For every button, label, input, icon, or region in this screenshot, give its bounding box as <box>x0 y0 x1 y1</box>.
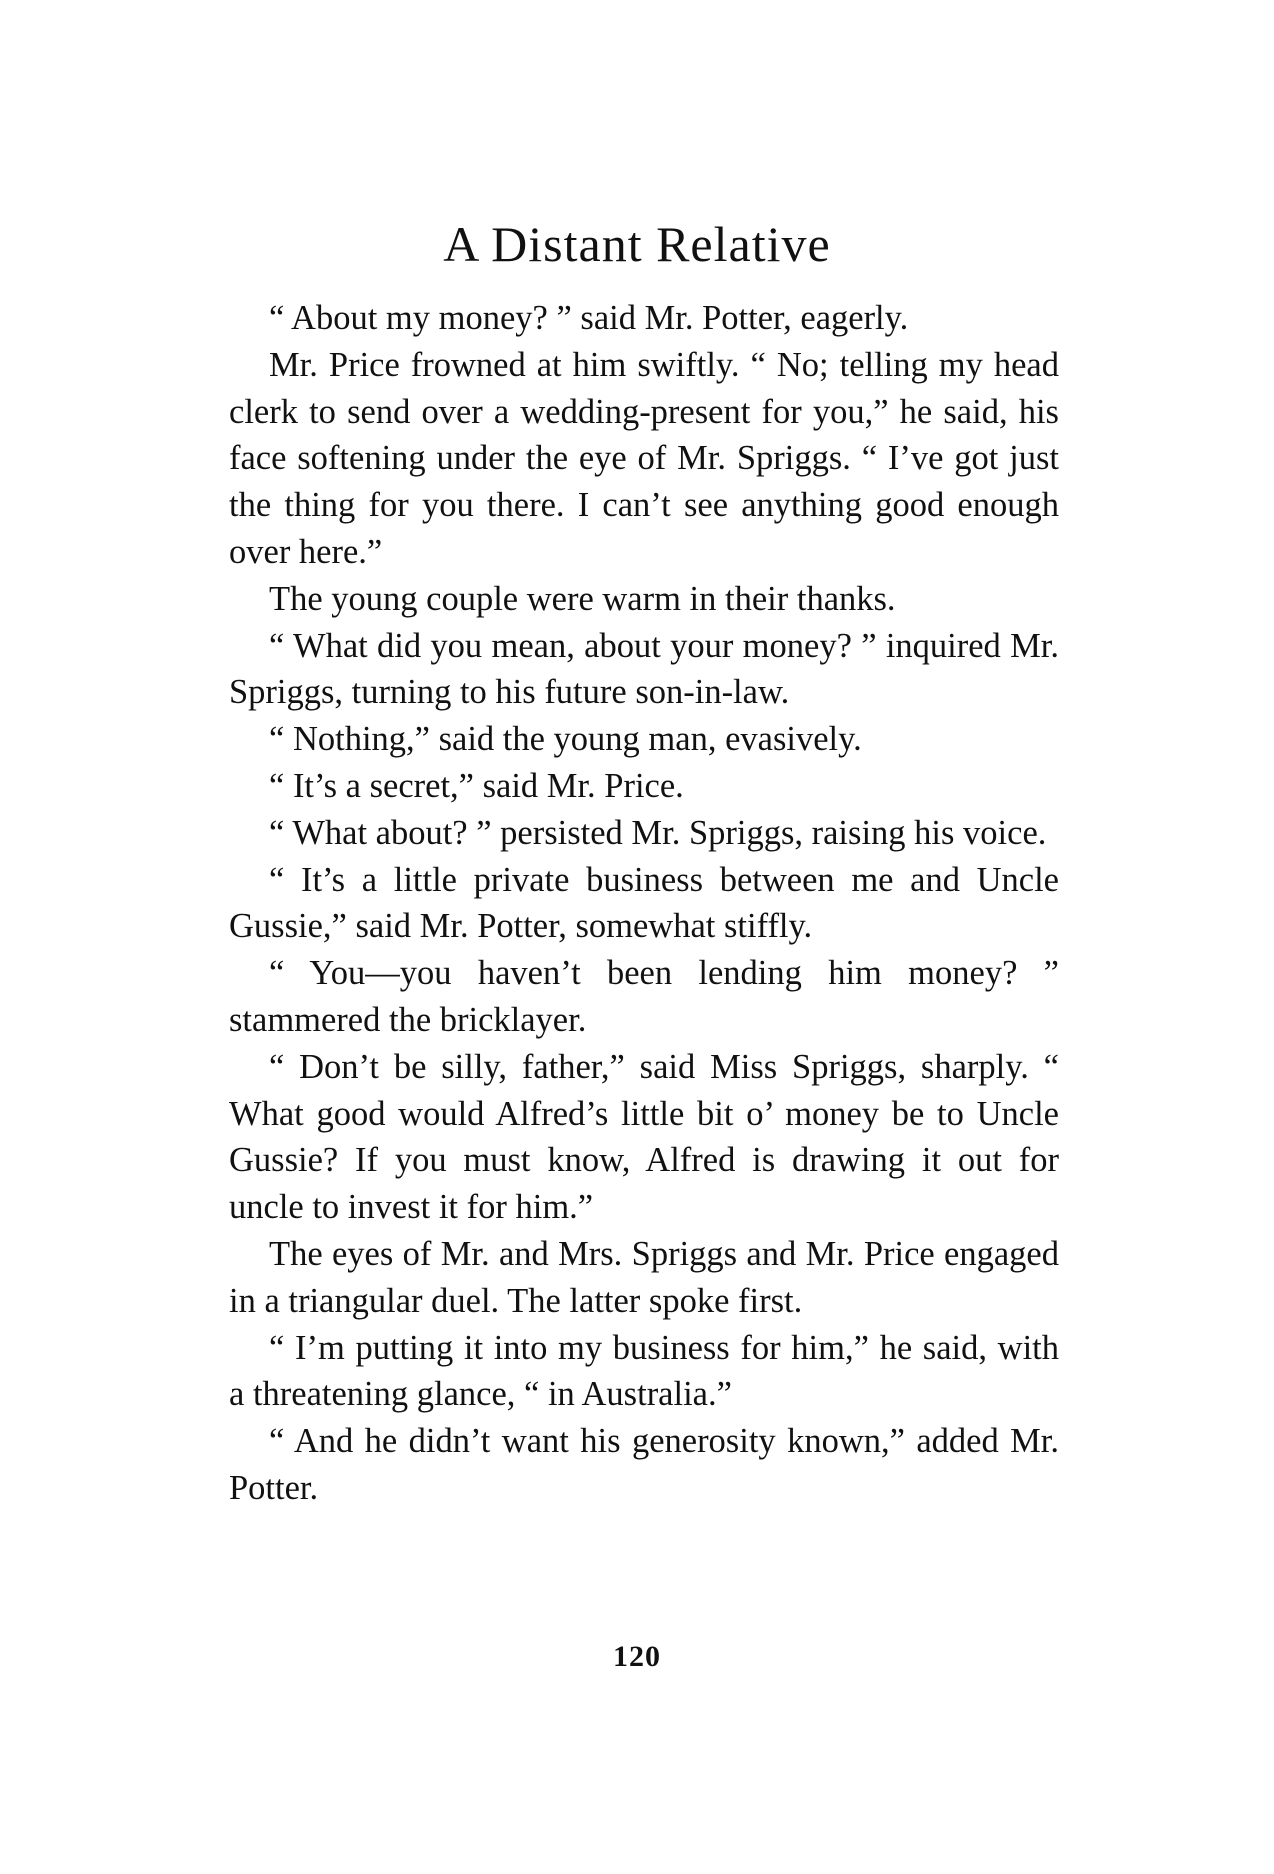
paragraph: “ Nothing,” said the young man, evasively. <box>269 720 862 759</box>
body-text <box>229 295 1059 1512</box>
paragraph: “ What did you mean, about your money? ” inquired Mr. Spriggs, turning to his future son-in-law. <box>229 626 1059 712</box>
paragraph: “ It’s a secret,” said Mr. Price. <box>269 766 684 805</box>
running-head: A Distant Relative <box>443 216 831 272</box>
paragraph: “ And he didn’t want his generosity known,” added Mr. Potter. <box>229 1422 1059 1507</box>
paragraph: The young couple were warm in their thanks. <box>269 579 896 618</box>
paragraph: Mr. Price frowned at him swiftly. “ No; telling my head clerk to send over a wedding-present for you,” he said, his face softening under the eye of Mr. Spriggs. “ I’ve got just the thing for you there. I can’t see anything good enough over here.” <box>229 345 1059 571</box>
paragraph: “ It’s a little private business between me and Uncle Gussie,” said Mr. Potter, somewhat stiffly. <box>229 860 1059 946</box>
paragraph: The eyes of Mr. and Mrs. Spriggs and Mr. Price engaged in a triangular duel. The latter spoke first. <box>229 1234 1059 1320</box>
paragraph: “ You—you haven’t been lending him money? ” stammered the bricklayer. <box>229 954 1059 1039</box>
paragraph: “ About my money? ” said Mr. Potter, eagerly. <box>269 299 909 337</box>
page-number: 120 <box>613 1640 661 1673</box>
paragraph: “ I’m putting it into my business for him,” he said, with a threatening glance, “ in Australia.” <box>229 1328 1059 1414</box>
paragraph: “ What about? ” persisted Mr. Spriggs, raising his voice. <box>269 813 1047 852</box>
paragraph: “ Don’t be silly, father,” said Miss Spriggs, sharply. “ What good would Alfred’s little bit o’ money be to Uncle Gussie? If you must know, Alfred is drawing it out for uncle to invest it for him.” <box>229 1047 1059 1227</box>
